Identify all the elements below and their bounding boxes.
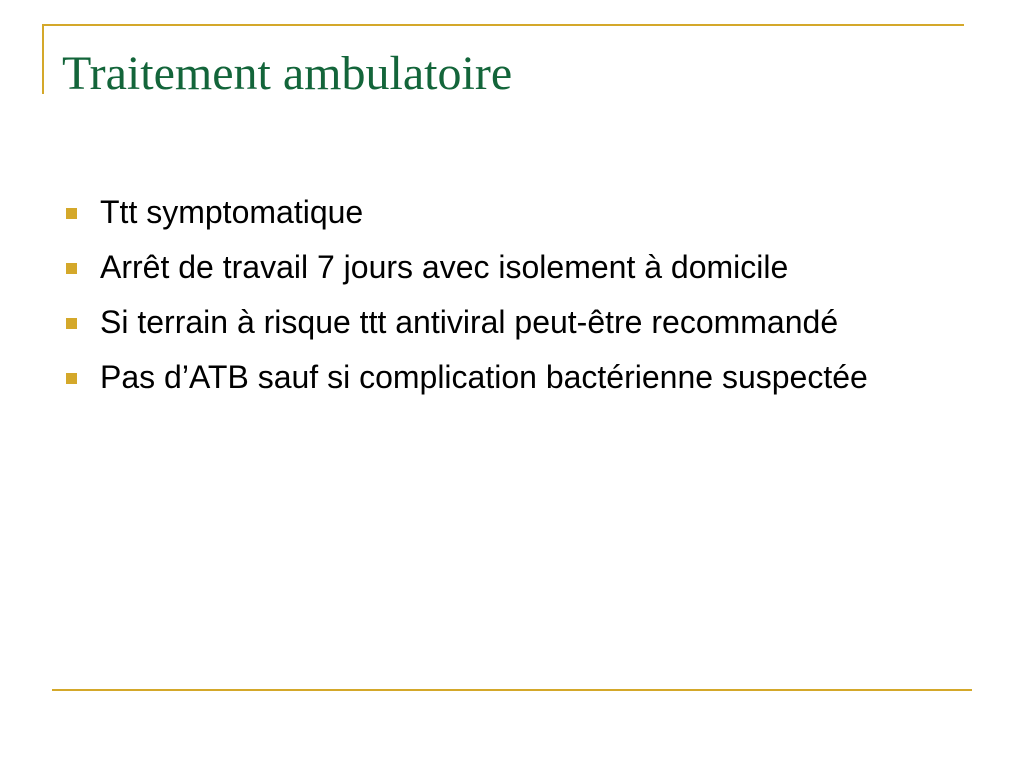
bullet-item — [60, 245, 940, 289]
bullet-text: Arrêt de travail 7 jours avec isolement à domicile — [100, 249, 789, 285]
square-bullet-icon — [66, 373, 77, 384]
bullet-text: Pas d’ATB sauf si complication bactérienne suspectée — [100, 359, 868, 395]
bullet-item — [60, 190, 940, 234]
square-bullet-icon — [66, 263, 77, 274]
slide-title: Traitement ambulatoire — [62, 47, 513, 100]
left-border-line — [42, 24, 44, 94]
bullet-item — [60, 300, 940, 344]
bullet-item — [60, 355, 940, 399]
square-bullet-icon — [66, 208, 77, 219]
top-border-line — [42, 24, 964, 26]
bullet-list — [60, 190, 940, 410]
bottom-border-line — [52, 689, 972, 691]
bullet-text: Si terrain à risque ttt antiviral peut-être recommandé — [100, 304, 839, 340]
square-bullet-icon — [66, 318, 77, 329]
bullet-text: Ttt symptomatique — [100, 194, 364, 230]
